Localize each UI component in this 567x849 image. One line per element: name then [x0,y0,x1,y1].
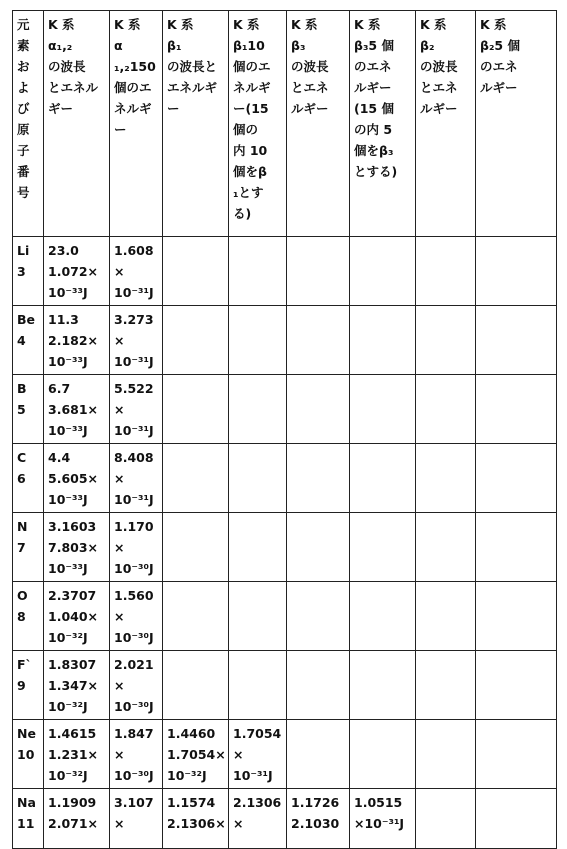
header-text-line: ルギー [354,80,392,95]
header-text-line: の波長 [291,59,329,74]
header-text-line: 号 [17,185,30,200]
element-cell [13,444,44,513]
header-text-line: とエネル [48,80,99,95]
cell-value-line: 1.170 [114,519,154,534]
cell-value-line: 10⁻³³J [48,423,88,438]
value-cell [163,720,229,789]
cell-value-line: 10⁻³³J [48,561,88,576]
value-cell [163,375,229,444]
header-text-line: 子 [17,143,30,158]
header-text-line: エネルギ [167,80,218,95]
cell-value-line: 10⁻³¹J [233,768,273,783]
cell-value-line: × [114,264,125,279]
cell-value-line: 10⁻³⁰J [114,699,154,714]
header-text-line: K 系 [167,17,194,32]
cell-value-line: 1.1574 [167,795,216,810]
element-symbol: C [17,450,27,465]
value-cell [350,651,416,720]
value-cell [163,651,229,720]
value-cell [287,444,350,513]
cell-value-line: 1.7054 [233,726,282,741]
header-text-line: β₃5 個 [354,38,394,53]
value-cell [350,306,416,375]
data-sheet [12,10,557,849]
element-cell [13,306,44,375]
value-cell [163,306,229,375]
header-text-line: β₁ [167,38,182,53]
cell-value-line: 5.522 [114,381,154,396]
value-cell [44,789,110,849]
element-cell [13,237,44,306]
element-symbol: Ne [17,726,36,741]
value-cell [287,582,350,651]
cell-value-line: 5.605× [48,471,99,486]
element-symbol: O [17,588,28,603]
header-text-line: (15 個 [354,101,394,116]
header-text-line: のエネ [480,59,518,74]
value-cell [44,582,110,651]
header-column-8 [476,11,557,237]
header-text-line: ー(15 [233,101,269,116]
header-text-line: K 系 [420,17,447,32]
header-text-line: ネルギ [114,101,152,116]
table-row [13,720,557,789]
header-text-line: K 系 [291,17,318,32]
xray-energy-table [12,10,557,849]
atomic-number: 9 [17,678,26,693]
header-text-line: 個のエ [114,80,152,95]
header-text-line: の波長と [167,59,218,74]
header-text-line: 個をβ₃ [354,143,394,158]
header-text-line: とエネ [420,80,458,95]
value-cell [350,375,416,444]
header-column-4 [229,11,287,237]
value-cell [229,444,287,513]
element-symbol: F` [17,657,32,672]
header-column-5 [287,11,350,237]
value-cell [163,513,229,582]
element-symbol: N [17,519,28,534]
table-row [13,375,557,444]
header-text-line: α [114,38,123,53]
value-cell [110,720,163,789]
header-text-line: ルギー [480,80,518,95]
value-cell [44,375,110,444]
atomic-number: 6 [17,471,26,486]
header-text-line: K 系 [233,17,260,32]
cell-value-line: 10⁻³¹J [114,492,154,507]
value-cell [163,444,229,513]
header-text-line: ー [167,101,180,116]
header-text-line: K 系 [354,17,381,32]
cell-value-line: 11.3 [48,312,79,327]
header-text-line: お [17,59,30,74]
cell-value-line: 10⁻³¹J [114,285,154,300]
cell-value-line: 10⁻³¹J [114,354,154,369]
value-cell [110,651,163,720]
value-cell [110,444,163,513]
atomic-number: 3 [17,264,26,279]
cell-value-line: 2.021 [114,657,154,672]
header-text-line: とする) [354,164,398,179]
value-cell [163,582,229,651]
value-cell [44,513,110,582]
element-symbol: Li [17,243,30,258]
value-cell [416,375,476,444]
table-body [13,237,557,849]
header-text-line: ₁,₂150 [114,59,156,74]
header-text-line: ギー [48,101,74,116]
atomic-number: 8 [17,609,26,624]
cell-value-line: 2.182× [48,333,99,348]
header-text-line: 内 10 [233,143,268,158]
cell-value-line: 10⁻³⁰J [114,561,154,576]
value-cell [350,720,416,789]
cell-value-line: 3.681× [48,402,99,417]
cell-value-line: × [114,609,125,624]
header-text-line: ルギー [420,101,458,116]
value-cell [44,237,110,306]
value-cell [476,375,557,444]
header-text-line: び [17,101,30,116]
value-cell [416,237,476,306]
value-cell [110,789,163,849]
value-cell [416,444,476,513]
value-cell [44,306,110,375]
cell-value-line: 6.7 [48,381,71,396]
header-text-line: K 系 [48,17,75,32]
value-cell [350,444,416,513]
value-cell [229,651,287,720]
cell-value-line: 23.0 [48,243,79,258]
value-cell [476,789,557,849]
value-cell [476,237,557,306]
cell-value-line: × [114,678,125,693]
value-cell [287,237,350,306]
value-cell [416,789,476,849]
cell-value-line: 10⁻³³J [48,285,88,300]
value-cell [163,789,229,849]
atomic-number: 10 [17,747,35,762]
cell-value-line: × [233,816,244,831]
value-cell [229,789,287,849]
table-row [13,237,557,306]
value-cell [110,237,163,306]
header-text-line: のエネ [354,59,392,74]
cell-value-line: × [114,402,125,417]
header-text-line: β₂5 個 [480,38,520,53]
table-row [13,651,557,720]
value-cell [110,513,163,582]
value-cell [229,237,287,306]
cell-value-line: × [114,747,125,762]
atomic-number: 5 [17,402,26,417]
cell-value-line: 3.1603 [48,519,97,534]
cell-value-line: 2.1030 [291,816,340,831]
table-row [13,789,557,849]
header-text-line: の波長 [420,59,458,74]
cell-value-line: 7.803× [48,540,99,555]
value-cell [229,513,287,582]
header-text-line: 個をβ [233,164,267,179]
value-cell [287,789,350,849]
cell-value-line: 1.040× [48,609,99,624]
cell-value-line: 3.107 [114,795,154,810]
header-text-line: とエネ [291,80,329,95]
cell-value-line: 4.4 [48,450,71,465]
value-cell [44,720,110,789]
cell-value-line: 1.4460 [167,726,216,741]
header-text-line: β₁10 [233,38,265,53]
table-row [13,444,557,513]
table-row [13,513,557,582]
value-cell [287,513,350,582]
value-cell [476,444,557,513]
value-cell [476,651,557,720]
value-cell [229,582,287,651]
atomic-number: 4 [17,333,26,348]
header-text-line: の内 5 [354,122,393,137]
header-element-and-atomic-number [13,11,44,237]
header-text-line: 個の [233,122,259,137]
element-cell [13,789,44,849]
atomic-number: 11 [17,816,35,831]
element-cell [13,513,44,582]
value-cell [110,306,163,375]
cell-value-line: ×10⁻³¹J [354,816,405,831]
header-column-6 [350,11,416,237]
header-text-line: よ [17,80,30,95]
value-cell [44,444,110,513]
cell-value-line: 10⁻³⁰J [114,768,154,783]
cell-value-line: 1.347× [48,678,99,693]
cell-value-line: × [233,747,244,762]
cell-value-line: 2.1306 [233,795,282,810]
value-cell [416,720,476,789]
cell-value-line: 1.231× [48,747,99,762]
cell-value-line: 1.0515 [354,795,403,810]
header-text-line: K 系 [480,17,507,32]
value-cell [163,237,229,306]
value-cell [416,513,476,582]
header-text-line: る) [233,206,252,221]
value-cell [476,582,557,651]
value-cell [44,651,110,720]
value-cell [110,582,163,651]
value-cell [416,582,476,651]
table-row [13,306,557,375]
header-text-line: ー [114,122,127,137]
cell-value-line: 1.1909 [48,795,97,810]
element-cell [13,720,44,789]
cell-value-line: 1.847 [114,726,154,741]
cell-value-line: 10⁻³³J [48,492,88,507]
value-cell [350,789,416,849]
cell-value-line: 1.8307 [48,657,97,672]
header-text-line: β₃ [291,38,306,53]
value-cell [287,375,350,444]
header-text-line: ₁とす [233,185,264,200]
header-column-3 [163,11,229,237]
cell-value-line: 2.3707 [48,588,97,603]
header-text-line: K 系 [114,17,141,32]
header-text-line: 原 [17,122,30,137]
value-cell [287,651,350,720]
value-cell [229,375,287,444]
cell-value-line: × [114,816,125,831]
header-column-2 [110,11,163,237]
cell-value-line: 1.1726 [291,795,340,810]
element-symbol: B [17,381,27,396]
cell-value-line: 10⁻³²J [167,768,207,783]
cell-value-line: 10⁻³²J [48,699,88,714]
element-cell [13,375,44,444]
cell-value-line: 2.071× [48,816,99,831]
cell-value-line: 2.1306× [167,816,226,831]
element-symbol: Na [17,795,36,810]
element-cell [13,651,44,720]
table-header-row [13,11,557,237]
header-text-line: α₁,₂ [48,38,73,53]
value-cell [476,720,557,789]
atomic-number: 7 [17,540,26,555]
cell-value-line: × [114,333,125,348]
header-text-line: ルギー [291,101,329,116]
header-text-line: ネルギ [233,80,271,95]
element-cell [13,582,44,651]
value-cell [287,306,350,375]
header-text-line: 元 [17,17,30,32]
cell-value-line: 10⁻³⁰J [114,630,154,645]
value-cell [416,651,476,720]
table-row [13,582,557,651]
header-text-line: の波長 [48,59,86,74]
value-cell [229,720,287,789]
cell-value-line: 1.072× [48,264,99,279]
cell-value-line: 8.408 [114,450,154,465]
cell-value-line: 3.273 [114,312,154,327]
cell-value-line: 1.560 [114,588,154,603]
cell-value-line: × [114,540,125,555]
cell-value-line: 10⁻³²J [48,768,88,783]
cell-value-line: 10⁻³²J [48,630,88,645]
value-cell [476,513,557,582]
header-text-line: β₂ [420,38,435,53]
cell-value-line: 10⁻³³J [48,354,88,369]
header-column-7 [416,11,476,237]
cell-value-line: 1.4615 [48,726,97,741]
value-cell [350,582,416,651]
element-symbol: Be [17,312,36,327]
cell-value-line: × [114,471,125,486]
value-cell [416,306,476,375]
value-cell [287,720,350,789]
value-cell [110,375,163,444]
header-text-line: 番 [17,164,30,179]
cell-value-line: 1.608 [114,243,154,258]
value-cell [350,513,416,582]
header-text-line: 素 [17,38,30,53]
header-column-1 [44,11,110,237]
cell-value-line: 10⁻³¹J [114,423,154,438]
value-cell [229,306,287,375]
cell-value-line: 1.7054× [167,747,226,762]
value-cell [476,306,557,375]
value-cell [350,237,416,306]
header-text-line: 個のエ [233,59,271,74]
